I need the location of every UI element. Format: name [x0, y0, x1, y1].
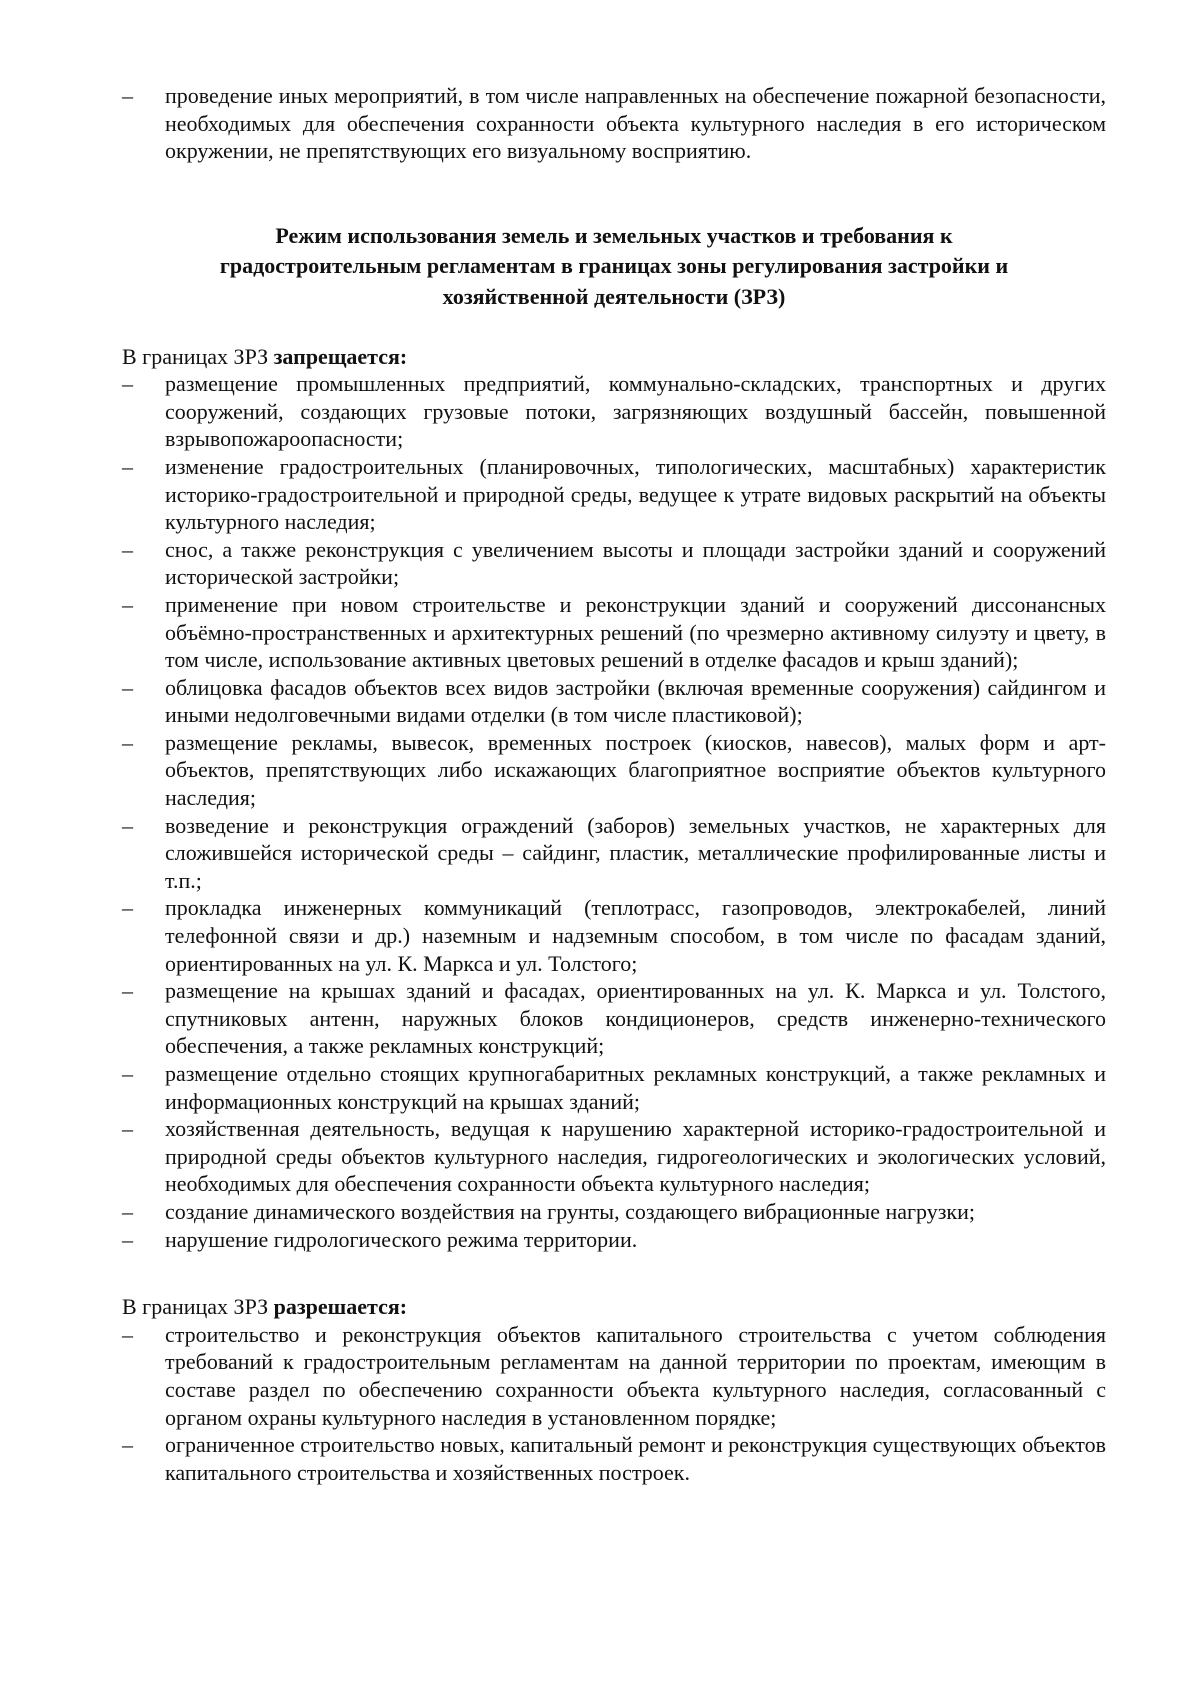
list-dash: –: [122, 83, 133, 108]
list-dash: –: [122, 536, 133, 562]
list-dash: –: [122, 1198, 133, 1224]
list-dash: –: [122, 674, 133, 700]
heading-line-2: градостроительным регламентам в границах зоны регулирования застройки и: [219, 253, 1009, 279]
list-item: [122, 591, 1106, 674]
list-dash: –: [122, 1116, 133, 1142]
top-list: [122, 82, 1106, 165]
list-dash: –: [122, 812, 133, 838]
list-item-text: создание динамического воздействия на грунты, создающего вибрационные нагрузки;: [165, 1198, 976, 1224]
prohibited-intro-prefix: В границах ЗРЗ: [122, 343, 274, 369]
list-item: [122, 1198, 1106, 1226]
list-item: [122, 1431, 1106, 1486]
allowed-intro-prefix: В границах ЗРЗ: [122, 1294, 274, 1320]
list-item-text: нарушение гидрологического режима территории.: [165, 1226, 638, 1252]
list-dash: –: [122, 895, 133, 921]
list-item: [122, 894, 1106, 977]
list-dash: –: [122, 1321, 133, 1347]
list-dash: –: [122, 1432, 133, 1458]
list-item-text: размещение на крышах зданий и фасадах, ориентированных на ул. К. Маркса и ул. Толстого, спутниковых антенн, наружных блоков кондиционеров, средств инженерно-технического обеспечения, а также рекламных конструкций;: [165, 978, 1106, 1059]
allowed-intro-keyword: разрешается:: [273, 1294, 408, 1320]
heading-line-1: Режим использования земель и земельных участков и требования к: [275, 222, 953, 248]
list-dash: –: [122, 729, 133, 755]
list-item: [122, 1115, 1106, 1198]
list-item: [122, 977, 1106, 1060]
list-item-text: размещение отдельно стоящих крупногабаритных рекламных конструкций, а также рекламных и информационных конструкций на крышах зданий;: [165, 1061, 1106, 1114]
list-item-text: хозяйственная деятельность, ведущая к нарушению характерной историко-градостроительной и природной среды объектов культурного наследия, гидрогеологических и экологических условий, необходимых для обеспечения сохранности объекта культурного наследия;: [165, 1116, 1106, 1197]
list-item-text: размещение рекламы, вывесок, временных построек (киосков, навесов), малых форм и арт-объектов, препятствующих либо искажающих благоприятное восприятие объектов культурного наследия;: [165, 729, 1106, 811]
list-dash: –: [122, 453, 133, 479]
allowed-list: [122, 1321, 1106, 1487]
list-item: [122, 82, 1106, 165]
prohibited-intro-keyword: запрещается:: [273, 343, 408, 369]
list-item: [122, 1321, 1106, 1431]
prohibited-intro: [122, 343, 1106, 371]
list-item-text: строительство и реконструкция объектов капитального строительства с учетом соблюдения требований к градостроительным регламентам на данной территории по проектам, имеющим в составе раздел по обеспечению сохранности объекта культурного наследия, согласованный с органом охраны культурного наследия в установленном порядке;: [165, 1321, 1106, 1430]
list-dash: –: [122, 1061, 133, 1086]
list-item-text: изменение градостроительных (планировочных, типологических, масштабных) характеристик историко-градостроительной и природной среды, ведущее к утрате видовых раскрытий на объекты культурного наследия;: [165, 453, 1106, 535]
list-item: [122, 453, 1106, 536]
list-item: [122, 370, 1106, 453]
list-dash: –: [122, 371, 133, 397]
document-content: [122, 82, 1106, 1486]
list-item-text: размещение промышленных предприятий, коммунально-складских, транспортных и других сооружений, создающих грузовые потоки, загрязняющих воздушный бассейн, повышенной взрывопожароопасности;: [165, 371, 1106, 452]
list-item-text: применение при новом строительстве и реконструкции зданий и сооружений диссонансных объёмно-пространственных и архитектурных решений (по чрезмерно активному силуэту и цвету, в том числе, использование активных цветовых решений в отделке фасадов и крыш зданий);: [165, 591, 1106, 673]
section-heading: [122, 221, 1106, 313]
list-item: [122, 536, 1106, 591]
list-item-text: возведение и реконструкция ограждений (заборов) земельных участков, не характерных для сложившейся исторической среды – сайдинг, пластик, металлические профилированные листы и т.п.;: [165, 812, 1106, 893]
list-item: [122, 729, 1106, 812]
list-item: [122, 1226, 1106, 1254]
heading-line-3: хозяйственной деятельности (ЗРЗ): [442, 283, 786, 309]
list-item-text: снос, а также реконструкция с увеличением высоты и площади застройки зданий и сооружений исторической застройки;: [165, 536, 1106, 590]
allowed-intro: [122, 1293, 1106, 1321]
list-dash: –: [122, 978, 133, 1004]
list-item-text: облицовка фасадов объектов всех видов застройки (включая временные сооружения) сайдингом и иными недолговечными видами отделки (в том числе пластиковой);: [165, 674, 1106, 728]
list-item: [122, 812, 1106, 895]
list-dash: –: [122, 591, 133, 617]
prohibited-list: [122, 370, 1106, 1253]
list-item-text: проведение иных мероприятий, в том числе направленных на обеспечение пожарной безопасности, необходимых для обеспечения сохранности объекта культурного наследия в его историческом окружении, не препятствующих его визуальному восприятию.: [165, 83, 1106, 164]
list-item: [122, 674, 1106, 729]
list-item: [122, 1060, 1106, 1115]
list-item-text: ограниченное строительство новых, капитальный ремонт и реконструкция существующих объектов капитального строительства и хозяйственных построек.: [165, 1432, 1106, 1485]
list-item-text: прокладка инженерных коммуникаций (теплотрасс, газопроводов, электрокабелей, линий телефонной связи и др.) наземным и надземным способом, в том числе по фасадам зданий, ориентированных на ул. К. Маркса и ул. Толстого;: [165, 895, 1106, 976]
list-dash: –: [122, 1226, 133, 1252]
